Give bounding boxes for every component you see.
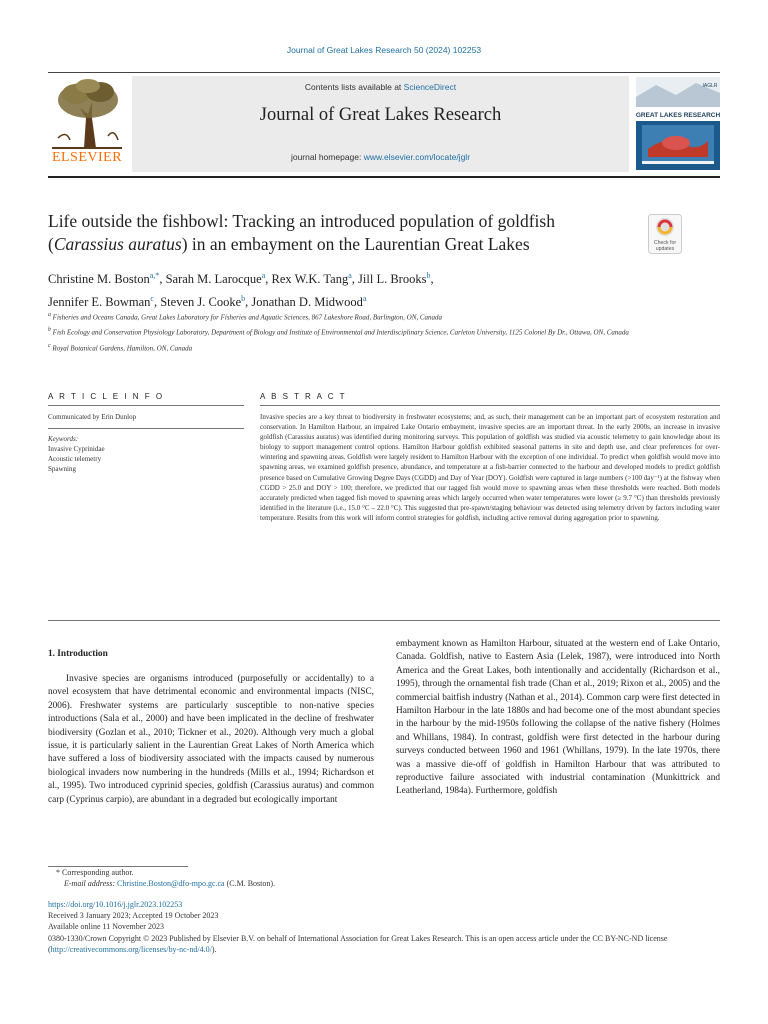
- author-2: [166, 272, 272, 286]
- affiliation-text: Fish Ecology and Conservation Physiology Laboratory, Department of Biology and Institute of Environmental and Interdisciplinary Science, Carleton University, 1125 Colonel By Dr., Ottawa, ON, Canada: [52, 328, 629, 337]
- available-online: Available online 11 November 2023: [48, 922, 164, 931]
- homepage-link[interactable]: www.elsevier.com/locate/jglr: [363, 152, 471, 162]
- abstract-bottom-rule: [48, 620, 720, 621]
- copyright-suffix: ).: [211, 945, 217, 954]
- crossmark-label-2: updates: [655, 246, 675, 252]
- author-sep: ,: [265, 272, 272, 287]
- title-part2: ) in an embayment on the Laurentian Great Lakes: [181, 234, 530, 254]
- journal-title: Journal of Great Lakes Research: [259, 105, 502, 125]
- communicated-by: Communicated by Erin Dunlop: [48, 413, 137, 421]
- abstract-text: Invasive species are a key threat to biodiversity in freshwater ecosystems; and, as such, their management can be an important part of ecosystem restoration and conservation. In Hamilton Harbour, an impaired Lake Ontario embayment, invasive species are an important threat. In the early 2000s, an increase in invasive goldfish (Carassius auratus) was identified during monitoring surveys. This population of goldfish was studied via acoustic telemetry to gain knowledge about its biology to support management control options. Hamilton Harbour goldfish exhibited seasonal patterns in site and depth use, and clear preferences for over-wintering and spawning areas. Goldfish were largely resident to Hamilton Harbour with the exception of one individual. To predict when goldfish would move into spawning areas, we examined goldfish presence, abundance, and temperature at a fish-barrier connected to the harbour and developed models to predict goldfish presence based on Cumulative Growing Degree Days (CGDD) and Day of Year (DOY). Goldfish were captured in large numbers (>100 day⁻¹) at the fishway when CGDD > 25.0 and DOY > 100; therefore, we predicted that our tagged fish would move to spawning areas when these thresholds were reached. Both models accurately predicted when tagged fish moved to spawning areas which largely occurred when water temperatures were lower (≥ 9.7 °C) than thresholds previously identified in the literature (i.e., 15.0 °C – 22.0 °C). This suggested that pre-spawn/staging behaviour was detected using telemetry driven by factors including water temperature. Results from this work will inform control strategies for goldfish, including active removal during aggregation prior to spawning.: [260, 413, 720, 522]
- body-column-left: Invasive species are organisms introduced (purposefully or accidentally) to a novel ecosystem that have detrimental economic and environmental impacts (NISC, 2006). Freshwater systems are particularly susceptible to non-native species introductions (Sala et al., 2000) and have been implicated in the decline of freshwater biodiversity (Gozlan et al., 2010; Tickner et al., 2020). Although very much a global issue, it is particularly salient in the Laurentian Great Lakes of North America which have suffered a loss of biodiversity associated with the impacts caused by numerous biological invaders now numbering in the hundreds (Mills et al., 1994; Richardson et al., 1995). Two introduced cyprinid species, goldfish (Carassius auratus) and common carp (Cyprinus carpio), are abundant in a degraded but ecologically important: [48, 674, 374, 805]
- copyright-text: 0380-1330/Crown Copyright © 2023 Published by Elsevier B.V. on behalf of International Association for Great Lakes Research. This is an open access article under the CC BY-NC-ND license (: [48, 934, 668, 954]
- keyword-item: Acoustic telemetry: [48, 455, 102, 463]
- author-name: Steven J. Cooke: [160, 295, 242, 310]
- author-name: Jill L. Brooks: [358, 272, 427, 287]
- affiliation-sup: b: [48, 327, 51, 334]
- license-link[interactable]: http://creativecommons.org/licenses/by-nc-nd/4.0/: [50, 945, 212, 954]
- author-sep: ,: [430, 272, 434, 287]
- journal-reference[interactable]: Journal of Great Lakes Research 50 (2024) 102253: [286, 45, 482, 55]
- author-7: [251, 295, 366, 309]
- author-affil-sup[interactable]: a: [261, 271, 266, 280]
- email-line: [64, 879, 275, 888]
- author-affil-sup[interactable]: a: [362, 294, 367, 304]
- email-suffix: (C.M. Boston).: [224, 879, 276, 888]
- author-sep: ,: [159, 272, 166, 287]
- affiliation-a: [48, 309, 668, 324]
- email-label: E-mail address:: [64, 879, 116, 888]
- author-5: [48, 295, 160, 309]
- homepage-prefix: journal homepage:: [290, 152, 364, 162]
- author-name: Sarah M. Larocque: [165, 272, 262, 287]
- doi-link[interactable]: https://doi.org/10.1016/j.jglr.2023.102253: [48, 900, 183, 909]
- author-name: Rex W.K. Tang: [271, 272, 349, 287]
- info-divider: [48, 428, 244, 429]
- publisher-name: ELSEVIER: [51, 150, 123, 165]
- affiliations: [48, 309, 668, 355]
- author-name: Christine M. Boston: [48, 272, 150, 287]
- info-rule: [48, 405, 244, 406]
- author-4: [358, 272, 434, 286]
- affiliation-c: [48, 340, 668, 355]
- author-sep: ,: [245, 295, 252, 310]
- contents-prefix: Contents lists available at: [304, 82, 404, 92]
- author-sep: ,: [153, 295, 161, 310]
- title-part1: Life outside the fishbowl: Tracking an introduced population of goldfish (: [48, 211, 555, 254]
- keywords: [48, 434, 244, 474]
- crossmark-label-1: Check for: [653, 240, 677, 246]
- cover-title: GREAT LAKES RESEARCH: [636, 112, 720, 119]
- article-info-heading: A R T I C L E I N F O: [48, 392, 165, 401]
- email-link[interactable]: Christine.Boston@dfo-mpo.gc.ca: [117, 879, 225, 888]
- journal-cover-thumbnail[interactable]: [636, 77, 720, 170]
- contents-availability: [132, 82, 629, 92]
- author-1: [48, 272, 166, 286]
- author-affil-sup[interactable]: b: [241, 294, 246, 304]
- header-bottom-rule: [48, 176, 720, 178]
- author-6: [160, 295, 251, 309]
- sciencedirect-link[interactable]: ScienceDirect: [403, 82, 457, 92]
- affiliation-sup: c: [48, 342, 51, 349]
- abstract-rule: [260, 405, 720, 406]
- keyword-item: Spawning: [48, 465, 76, 473]
- affiliation-b: [48, 324, 668, 339]
- affiliation-text: Royal Botanical Gardens, Hamilton, ON, Canada: [52, 343, 193, 352]
- abstract-heading: A B S T R A C T: [260, 392, 347, 401]
- cover-iaglr: IAGLR: [702, 83, 718, 89]
- author-sep: ,: [351, 272, 359, 287]
- journal-homepage: [132, 152, 629, 162]
- introduction-heading: 1. Introduction: [48, 649, 108, 659]
- affiliation-sup: a: [48, 312, 51, 318]
- body-column-right: embayment known as Hamilton Harbour, situated at the western end of Lake Ontario, Canada. Goldfish, native to Eastern Asia (Lelek, 1987), were introduced into North America and the Great Lakes, both intentionally and accidentally (Richardson et al., 1995), through the ornamental fish trade (Chan et al., 2019; Rixon et al., 2005) and the commercial baitfish industry (Nathan et al., 2014). Common carp were first detected in Hamilton Harbour in the late 1880s and had become one of the most abundant species in the harbour by the mid-1950s following the collapse of the native fishery (Holmes and Whillans, 1984). In contrast, goldfish were first detected in the harbour during surveys conducted between 1960 and 1961 (Whillans, 1979). In the late 1970s, there was a massive die-off of goldfish in Hamilton Harbour that was attributed to reproductive failure associated with industrial contamination (Munkittrick and Leatherland, 1984a). Furthermore, goldfish: [396, 639, 720, 797]
- header-top-rule: [48, 72, 720, 73]
- affiliation-text: Fisheries and Oceans Canada, Great Lakes Laboratory for Fisheries and Aquatic Sciences, 867 Lakeshore Road, Burlington, ON, Canada: [52, 313, 443, 322]
- keywords-label: Keywords:: [48, 435, 79, 443]
- author-affil-sup[interactable]: a: [348, 271, 352, 280]
- author-affil-sup[interactable]: c: [150, 294, 154, 304]
- author-name: Jonathan D. Midwood: [251, 295, 363, 310]
- author-3: [272, 272, 359, 286]
- author-name: Jennifer E. Bowman: [48, 295, 151, 310]
- article-title: [48, 210, 608, 256]
- author-affil-sup[interactable]: b: [426, 271, 431, 280]
- author-list: [48, 266, 648, 312]
- author-affil-sup[interactable]: a,*: [149, 271, 160, 280]
- copyright-notice: [48, 933, 720, 955]
- check-for-updates-badge[interactable]: [648, 214, 682, 254]
- keyword-item: Invasive Cyprinidae: [48, 445, 105, 453]
- title-species: Carassius auratus: [53, 234, 182, 254]
- received-dates: Received 3 January 2023; Accepted 19 October 2023: [48, 911, 219, 920]
- corresponding-author-note: * Corresponding author.: [56, 868, 134, 877]
- footnote-rule: [48, 866, 188, 867]
